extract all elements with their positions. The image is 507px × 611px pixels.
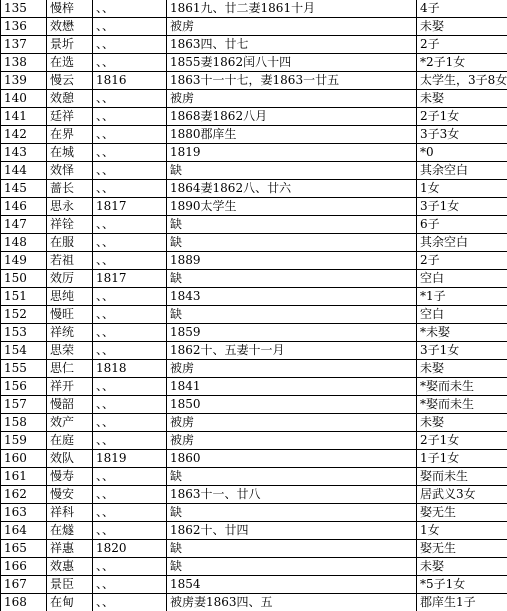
death-marriage-note-cell: 被虏妻1863四、五 xyxy=(167,594,417,611)
birth-year-cell: 、、 xyxy=(93,0,167,18)
table-row xyxy=(1,396,507,414)
table-row xyxy=(1,378,507,396)
table-row xyxy=(1,504,507,522)
birth-year-cell: 、、 xyxy=(93,576,167,594)
birth-year-cell: 、、 xyxy=(93,18,167,36)
table-row xyxy=(1,180,507,198)
birth-year-cell: 、、 xyxy=(93,180,167,198)
table-row xyxy=(1,594,507,611)
remark-cell: *娶而未生 xyxy=(417,378,507,396)
remark-cell: 未娶 xyxy=(417,558,507,576)
death-marriage-note-cell: 1819 xyxy=(167,144,417,162)
birth-year-cell: 、、 xyxy=(93,378,167,396)
person-name-cell: 慢云 xyxy=(47,72,93,90)
table-row xyxy=(1,360,507,378)
death-marriage-note-cell: 1850 xyxy=(167,396,417,414)
record-number-cell: 140 xyxy=(1,90,47,108)
death-marriage-note-cell: 1889 xyxy=(167,252,417,270)
birth-year-cell: 、、 xyxy=(93,36,167,54)
remark-cell: 未娶 xyxy=(417,360,507,378)
person-name-cell: 在服 xyxy=(47,234,93,252)
person-name-cell: 效惠 xyxy=(47,558,93,576)
death-marriage-note-cell: 1880郡庠生 xyxy=(167,126,417,144)
death-marriage-note-cell: 1843 xyxy=(167,288,417,306)
death-marriage-note-cell: 1861九、廿二妻1861十月 xyxy=(167,0,417,18)
record-number-cell: 166 xyxy=(1,558,47,576)
person-name-cell: 慢安 xyxy=(47,486,93,504)
table-row xyxy=(1,126,507,144)
person-name-cell: 效懋 xyxy=(47,18,93,36)
death-marriage-note-cell: 1860 xyxy=(167,450,417,468)
table-row xyxy=(1,54,507,72)
record-number-cell: 158 xyxy=(1,414,47,432)
record-number-cell: 163 xyxy=(1,504,47,522)
person-name-cell: 在界 xyxy=(47,126,93,144)
birth-year-cell: 、、 xyxy=(93,558,167,576)
death-marriage-note-cell: 1859 xyxy=(167,324,417,342)
person-name-cell: 景臣 xyxy=(47,576,93,594)
birth-year-cell: 、、 xyxy=(93,90,167,108)
birth-year-cell: 、、 xyxy=(93,234,167,252)
death-marriage-note-cell: 缺 xyxy=(167,234,417,252)
table-row xyxy=(1,324,507,342)
table-row xyxy=(1,0,507,18)
table-row xyxy=(1,90,507,108)
table-row xyxy=(1,432,507,450)
table-row xyxy=(1,72,507,90)
remark-cell: 郡庠生1子 xyxy=(417,594,507,611)
person-name-cell: 在燧 xyxy=(47,522,93,540)
table-row xyxy=(1,342,507,360)
record-number-cell: 152 xyxy=(1,306,47,324)
person-name-cell: 在城 xyxy=(47,144,93,162)
record-number-cell: 151 xyxy=(1,288,47,306)
person-name-cell: 慢韶 xyxy=(47,396,93,414)
death-marriage-note-cell: 1863四、廿七 xyxy=(167,36,417,54)
table-row xyxy=(1,288,507,306)
death-marriage-note-cell: 缺 xyxy=(167,216,417,234)
record-number-cell: 139 xyxy=(1,72,47,90)
death-marriage-note-cell: 1841 xyxy=(167,378,417,396)
person-name-cell: 蔷长 xyxy=(47,180,93,198)
remark-cell: 居武义3女 xyxy=(417,486,507,504)
record-number-cell: 155 xyxy=(1,360,47,378)
remark-cell: 6子 xyxy=(417,216,507,234)
remark-cell: 其余空白 xyxy=(417,234,507,252)
remark-cell: 娶无生 xyxy=(417,504,507,522)
record-number-cell: 168 xyxy=(1,594,47,611)
record-number-cell: 167 xyxy=(1,576,47,594)
table-row xyxy=(1,108,507,126)
record-number-cell: 148 xyxy=(1,234,47,252)
birth-year-cell: 、、 xyxy=(93,306,167,324)
death-marriage-note-cell: 缺 xyxy=(167,540,417,558)
person-name-cell: 慢寿 xyxy=(47,468,93,486)
remark-cell: 太学生，3子8女 xyxy=(417,72,507,90)
record-number-cell: 138 xyxy=(1,54,47,72)
table-row xyxy=(1,306,507,324)
record-number-cell: 164 xyxy=(1,522,47,540)
birth-year-cell: 、、 xyxy=(93,324,167,342)
person-name-cell: 若祖 xyxy=(47,252,93,270)
record-number-cell: 159 xyxy=(1,432,47,450)
death-marriage-note-cell: 缺 xyxy=(167,468,417,486)
table-row xyxy=(1,450,507,468)
remark-cell: 未娶 xyxy=(417,90,507,108)
death-marriage-note-cell: 1862十、五妻十一月 xyxy=(167,342,417,360)
remark-cell: 1子1女 xyxy=(417,450,507,468)
person-name-cell: 效厉 xyxy=(47,270,93,288)
death-marriage-note-cell: 1863十一十七，妻1863一廿五 xyxy=(167,72,417,90)
remark-cell: 2子1女 xyxy=(417,108,507,126)
remark-cell: 3子1女 xyxy=(417,342,507,360)
death-marriage-note-cell: 1890太学生 xyxy=(167,198,417,216)
death-marriage-note-cell: 1862十、廿四 xyxy=(167,522,417,540)
person-name-cell: 思纯 xyxy=(47,288,93,306)
person-name-cell: 效怿 xyxy=(47,162,93,180)
person-name-cell: 廷祥 xyxy=(47,108,93,126)
death-marriage-note-cell: 缺 xyxy=(167,270,417,288)
remark-cell: 3子3女 xyxy=(417,126,507,144)
birth-year-cell: 、、 xyxy=(93,396,167,414)
table-row xyxy=(1,162,507,180)
table-row xyxy=(1,576,507,594)
remark-cell: 空白 xyxy=(417,270,507,288)
person-name-cell: 祥统 xyxy=(47,324,93,342)
death-marriage-note-cell: 被虏 xyxy=(167,432,417,450)
table-row xyxy=(1,486,507,504)
birth-year-cell: 1817 xyxy=(93,270,167,288)
death-marriage-note-cell: 被虏 xyxy=(167,414,417,432)
record-number-cell: 147 xyxy=(1,216,47,234)
birth-year-cell: 、、 xyxy=(93,432,167,450)
table-row xyxy=(1,234,507,252)
death-marriage-note-cell: 被虏 xyxy=(167,90,417,108)
birth-year-cell: 、、 xyxy=(93,504,167,522)
record-number-cell: 135 xyxy=(1,0,47,18)
death-marriage-note-cell: 1864妻1862八、廿六 xyxy=(167,180,417,198)
birth-year-cell: 1820 xyxy=(93,540,167,558)
death-marriage-note-cell: 缺 xyxy=(167,162,417,180)
person-name-cell: 祥科 xyxy=(47,504,93,522)
record-number-cell: 144 xyxy=(1,162,47,180)
death-marriage-note-cell: 1863十一、廿八 xyxy=(167,486,417,504)
person-name-cell: 思永 xyxy=(47,198,93,216)
death-marriage-note-cell: 被虏 xyxy=(167,360,417,378)
person-name-cell: 祥开 xyxy=(47,378,93,396)
birth-year-cell: 、、 xyxy=(93,342,167,360)
birth-year-cell: 1819 xyxy=(93,450,167,468)
remark-cell: *1子 xyxy=(417,288,507,306)
record-number-cell: 141 xyxy=(1,108,47,126)
record-number-cell: 143 xyxy=(1,144,47,162)
remark-cell: 1女 xyxy=(417,522,507,540)
birth-year-cell: 、、 xyxy=(93,126,167,144)
birth-year-cell: 、、 xyxy=(93,486,167,504)
birth-year-cell: 、、 xyxy=(93,522,167,540)
record-number-cell: 157 xyxy=(1,396,47,414)
person-name-cell: 慢梓 xyxy=(47,0,93,18)
death-marriage-note-cell: 1868妻1862八月 xyxy=(167,108,417,126)
record-number-cell: 142 xyxy=(1,126,47,144)
record-number-cell: 146 xyxy=(1,198,47,216)
birth-year-cell: 、、 xyxy=(93,288,167,306)
birth-year-cell: 、、 xyxy=(93,108,167,126)
birth-year-cell: 、、 xyxy=(93,216,167,234)
birth-year-cell: 、、 xyxy=(93,594,167,611)
remark-cell: 其余空白 xyxy=(417,162,507,180)
death-marriage-note-cell: 1855妻1862闰八十四 xyxy=(167,54,417,72)
remark-cell: 2子 xyxy=(417,252,507,270)
remark-cell: 3子1女 xyxy=(417,198,507,216)
record-number-cell: 161 xyxy=(1,468,47,486)
person-name-cell: 效憩 xyxy=(47,90,93,108)
person-name-cell: 效队 xyxy=(47,450,93,468)
birth-year-cell: 、、 xyxy=(93,162,167,180)
record-number-cell: 165 xyxy=(1,540,47,558)
table-row xyxy=(1,216,507,234)
person-name-cell: 效产 xyxy=(47,414,93,432)
person-name-cell: 慢旺 xyxy=(47,306,93,324)
table-row xyxy=(1,540,507,558)
death-marriage-note-cell: 缺 xyxy=(167,558,417,576)
death-marriage-note-cell: 缺 xyxy=(167,504,417,522)
remark-cell: 娶而未生 xyxy=(417,468,507,486)
table-row xyxy=(1,414,507,432)
remark-cell: 空白 xyxy=(417,306,507,324)
record-number-cell: 154 xyxy=(1,342,47,360)
person-name-cell: 祥铨 xyxy=(47,216,93,234)
record-number-cell: 156 xyxy=(1,378,47,396)
remark-cell: 1女 xyxy=(417,180,507,198)
remark-cell: 未娶 xyxy=(417,18,507,36)
record-number-cell: 160 xyxy=(1,450,47,468)
table-row xyxy=(1,144,507,162)
remark-cell: 2子 xyxy=(417,36,507,54)
death-marriage-note-cell: 1854 xyxy=(167,576,417,594)
table-row xyxy=(1,522,507,540)
record-number-cell: 150 xyxy=(1,270,47,288)
birth-year-cell: 、、 xyxy=(93,252,167,270)
record-number-cell: 136 xyxy=(1,18,47,36)
table-row xyxy=(1,198,507,216)
remark-cell: *0 xyxy=(417,144,507,162)
table-row xyxy=(1,468,507,486)
death-marriage-note-cell: 缺 xyxy=(167,306,417,324)
person-name-cell: 在庭 xyxy=(47,432,93,450)
table-row xyxy=(1,270,507,288)
birth-year-cell: 1817 xyxy=(93,198,167,216)
record-number-cell: 145 xyxy=(1,180,47,198)
record-number-cell: 162 xyxy=(1,486,47,504)
table-row xyxy=(1,18,507,36)
birth-year-cell: 、、 xyxy=(93,144,167,162)
person-name-cell: 在甸 xyxy=(47,594,93,611)
record-number-cell: 149 xyxy=(1,252,47,270)
remark-cell: *娶而未生 xyxy=(417,396,507,414)
person-name-cell: 景圻 xyxy=(47,36,93,54)
table-row xyxy=(1,36,507,54)
record-number-cell: 153 xyxy=(1,324,47,342)
person-name-cell: 祥惠 xyxy=(47,540,93,558)
death-marriage-note-cell: 被虏 xyxy=(167,18,417,36)
remark-cell: *5子1女 xyxy=(417,576,507,594)
birth-year-cell: 1816 xyxy=(93,72,167,90)
table-row xyxy=(1,558,507,576)
birth-year-cell: 1818 xyxy=(93,360,167,378)
remark-cell: 4子 xyxy=(417,0,507,18)
remark-cell: *2子1女 xyxy=(417,54,507,72)
person-name-cell: 在选 xyxy=(47,54,93,72)
table-body xyxy=(1,0,507,611)
birth-year-cell: 、、 xyxy=(93,54,167,72)
remark-cell: *未娶 xyxy=(417,324,507,342)
remark-cell: 娶无生 xyxy=(417,540,507,558)
birth-year-cell: 、、 xyxy=(93,468,167,486)
person-name-cell: 思仁 xyxy=(47,360,93,378)
remark-cell: 2子1女 xyxy=(417,432,507,450)
record-number-cell: 137 xyxy=(1,36,47,54)
remark-cell: 未娶 xyxy=(417,414,507,432)
birth-year-cell: 、、 xyxy=(93,414,167,432)
table-row xyxy=(1,252,507,270)
person-name-cell: 思荣 xyxy=(47,342,93,360)
